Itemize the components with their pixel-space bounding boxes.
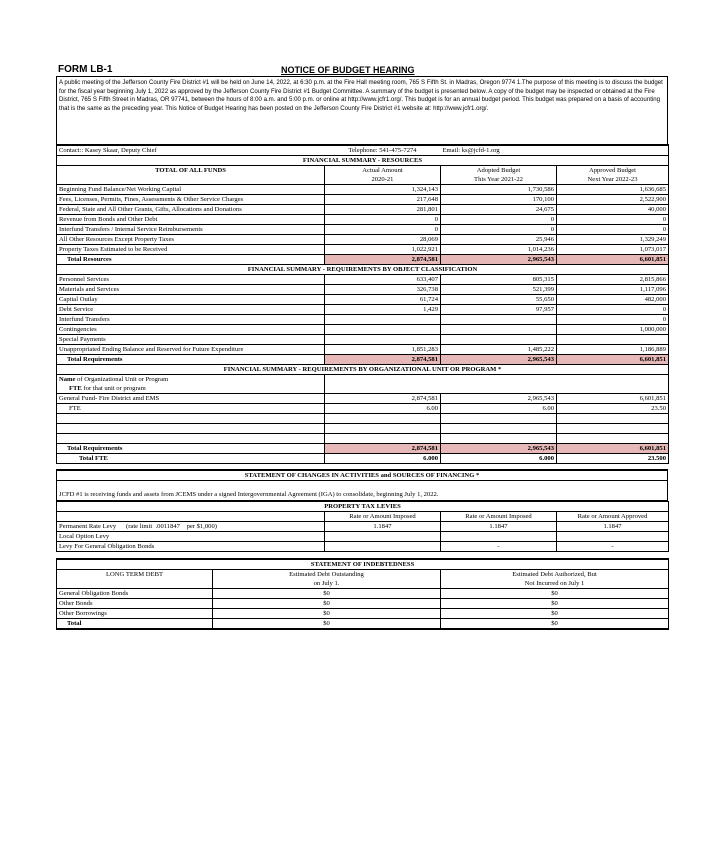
table-row: Special Payments [57,335,669,345]
reqobj-title: FINANCIAL SUMMARY - REQUIREMENTS BY OBJECT CLASSIFICATION [57,265,669,275]
form-id: FORM LB-1 [58,64,113,75]
table-row: Beginning Fund Balance/Net Working Capital 1,324,143 1,730,586 1,636,685 [57,185,669,195]
table-row: Permanent Rate Levy (rate limit .0011847 per $1,000) 1.1847 1.1847 1.1847 [57,522,669,532]
table-row: Federal, State and All Other Grants, Gifts, Allocations and Donations 281,801 24,675 40,000 [57,205,669,215]
table-row: Levy For General Obligation Bonds - - [57,542,669,552]
table-row: FTE 6.00 6.00 23.50 [57,404,669,414]
debt-table: STATEMENT OF INDEBTEDNESS LONG TERM DEBT Estimated Debt Outstanding Estimated Debt Authorized, But on July 1. Not Incurred on July 1 General Obligation Bonds $0 $0 Other Bonds $0 $0 Other Borrowings $0 $0 Total $0 $0 [56,558,669,630]
resources-title: FINANCIAL SUMMARY - RESOURCES [57,156,669,166]
changes-title: STATEMENT OF CHANGES IN ACTIVITIES and SOURCES OF FINANCING * [57,470,668,481]
page-title: NOTICE OF BUDGET HEARING [281,65,415,75]
table-row: Unappropriated Ending Balance and Reserved for Future Expenditure 1,851,283 1,485,222 1,186,889 [57,345,669,355]
resources-table: Contact:: Kasey Skaar, Deputy Chief Telephone: 541-475-7274 Email: ks@jcfd-1.org FINANCIAL SUMMARY - RESOURCES TOTAL OF ALL FUNDS Actual Amount Adopted Budget Approved Budget 2020-21 This Year 2021-22 Next Year 2022-23 Beginning Fund Balance/Net Working Capital 1,324,143 1,730,586 1,636,685 Fees, Licenses, Permits, Fines, Assessments & Other Service Charges 217,648 170,100 2,522,900 Federal, State and All Other Grants, Gifts, Allocations and Donations 281,801 24,675 40,000 Revenue from Bonds and Other Debt 0 0 0 Interfund Transfers / Internal Service Reimbursements 0 0 0 All Other Resources Except Property Taxes 28,069 25,946 1,329,249 Property Taxes Estimated to be Received 1,022,921 1,014,236 1,073,017 Total Resources 2,874,581 2,965,543 6,601,851 FINANCIAL SUMMARY - REQUIREMENTS BY OBJECT CLASSIFICATION Personnel Services 633,407 805,315 2,815,866 Materials and Services 326,738 521,399 1,117,096 Capital Outlay 61,724 55,650 482,000 Debt Service 1,429 97,957 0 Interfund Transfers 0 Contingencies 1,000,000 Special Payments Unappropriated Ending Balance and Reserved for Future Expenditure 1,851,283 1,485,222 1,186,889 Total Requirements 2,874,581 2,965,543 6,601,851 FINANCIAL SUMMARY - REQUIREMENTS BY ORGANIZATIONAL UNIT OR PROGRAM * Name of Organizational Unit or Program FTE for that unit or program General Fund- Fire District amd EMS 2,874,581 2,965,543 6,601,851 FTE 6.00 6.00 23.50 Total Requirements 2,874,581 2,965,543 6,601,851 Total FTE 6.000 6.000 23.500 [56,144,669,464]
table-row: All Other Resources Except Property Taxes 28,069 25,946 1,329,249 [57,235,669,245]
unit-total-requirements-row: Total Requirements 2,874,581 2,965,543 6,601,851 [57,444,669,454]
table-row: Total $0 $0 [57,619,669,630]
total-requirements-row: Total Requirements 2,874,581 2,965,543 6,601,851 [57,355,669,365]
table-row: Local Option Levy [57,532,669,542]
total-all-funds-label: TOTAL OF ALL FUNDS [57,166,325,185]
total-fte-row: Total FTE 6.000 6.000 23.500 [57,454,669,464]
table-row: Contingencies 1,000,000 [57,325,669,335]
table-row: Other Borrowings $0 $0 [57,609,669,619]
debt-title: STATEMENT OF INDEBTEDNESS [57,559,669,570]
table-row: Property Taxes Estimated to be Received 1,022,921 1,014,236 1,073,017 [57,245,669,255]
table-row: Interfund Transfers / Internal Service Reimbursements 0 0 0 [57,225,669,235]
contact-name: Contact:: Kasey Skaar, Deputy Chief [57,145,325,156]
levies-title: PROPERTY TAX LEVIES [57,502,669,512]
intro-paragraph: A public meeting of the Jefferson County Fire District #1 will be held on June 14, 2022, at 6:30 p.m. at the Fire Hall meeting room, 765 S Fifth St. in Madras, Oregon 9774 1.The purpose of this meeting is to discuss the budget for the fiscal year beginning July 1, 2022 as approved by the Jefferson County Fire District #1 Budget Committee. A summary of the budget is presented below. A copy of the budget may be inspected or obtained at the Fire District, 765 S Fifth Street in Madras, OR 97741, between the hours of 8:00 a.m. and 5:00 p.m. or online at http://www.jcfr1.org/. This budget is for an annual budget period. This budget was prepared on a basis of accounting that is the same as the preceding year. This Notice of Budget Hearing has been posted on the Jefferson County Fire District #1 website at: http://www.jcfr1.org/. [56,76,668,144]
table-row: General Obligation Bonds $0 $0 [57,589,669,599]
levies-table: PROPERTY TAX LEVIES Rate or Amount Imposed Rate or Amount Imposed Rate or Amount Approved Permanent Rate Levy (rate limit .0011847 per $1,000) 1.1847 1.1847 1.1847 Local Option Levy Levy For General Obligation Bonds - - [56,501,669,552]
unit-fte-heading: FTE for that unit or program [57,384,325,394]
table-row: Other Bonds $0 $0 [57,599,669,609]
table-row: Personnel Services 633,407 805,315 2,815,866 [57,275,669,285]
table-row: Fees, Licenses, Permits, Fines, Assessments & Other Service Charges 217,648 170,100 2,522,900 [57,195,669,205]
form-header [56,62,668,76]
contact-phone: Telephone: 541-475-7274 [325,145,441,156]
budget-notice-form [56,62,668,630]
unit-name-heading: Name of Organizational Unit or Program [57,375,325,385]
table-row: Interfund Transfers 0 [57,315,669,325]
table-row: General Fund- Fire District amd EMS 2,874,581 2,965,543 6,601,851 [57,394,669,404]
requnit-title: FINANCIAL SUMMARY - REQUIREMENTS BY ORGANIZATIONAL UNIT OR PROGRAM * [57,365,669,375]
long-term-debt-label: LONG TERM DEBT [57,570,213,589]
changes-text: JCFD #1 is receiving funds and assets from JCEMS under a signed Intergovernmental Agreement (IGA) to consolidate, beginning July 1, 2022. [57,489,668,501]
changes-table [56,469,668,501]
table-row: Materials and Services 326,738 521,399 1,117,096 [57,285,669,295]
total-resources-row: Total Resources 2,874,581 2,965,543 6,601,851 [57,255,669,265]
table-row: Capital Outlay 61,724 55,650 482,000 [57,295,669,305]
table-row: Debt Service 1,429 97,957 0 [57,305,669,315]
contact-email: Email: ks@jcfd-1.org [441,145,557,156]
table-row: Revenue from Bonds and Other Debt 0 0 0 [57,215,669,225]
